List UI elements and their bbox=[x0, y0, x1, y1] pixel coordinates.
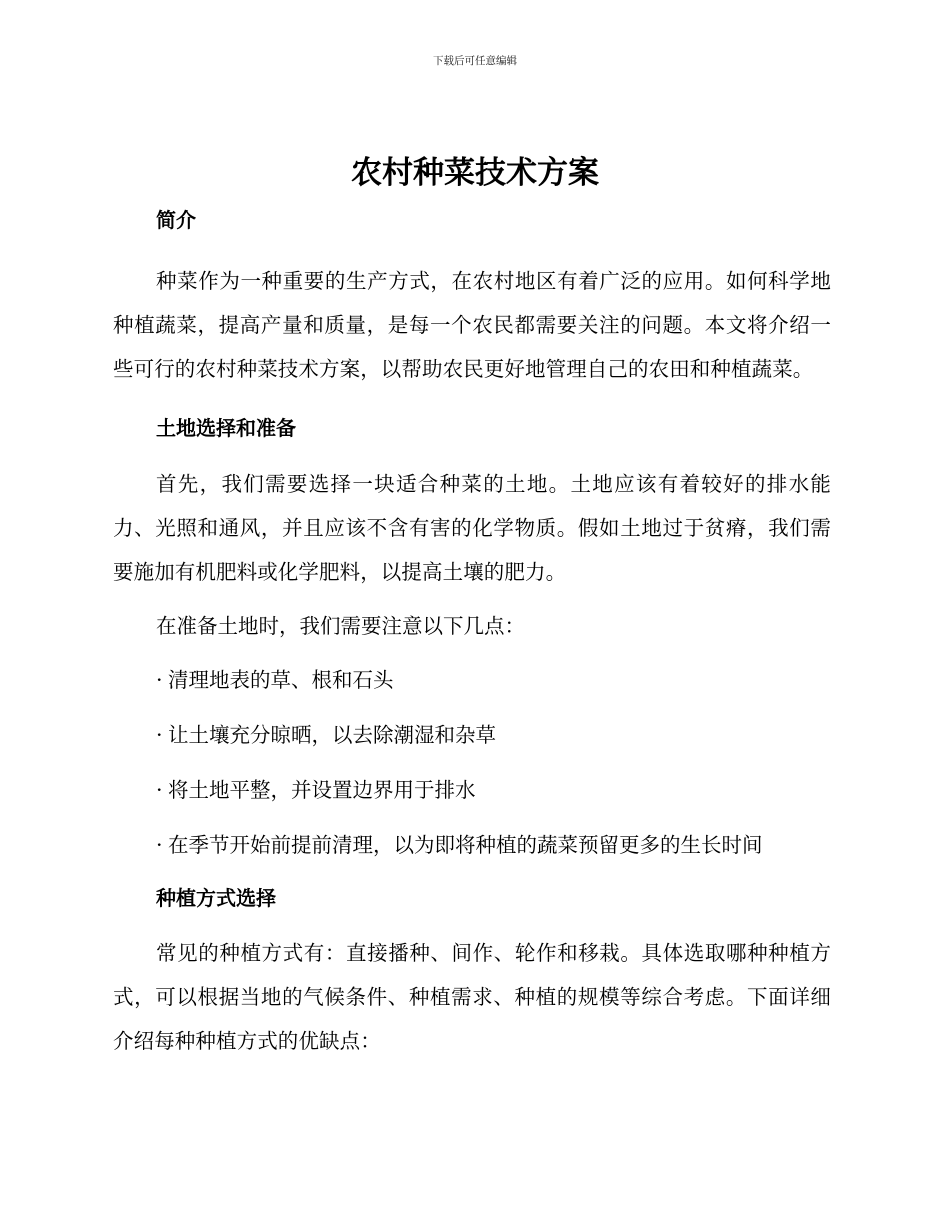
document-title: 农村种菜技术方案 bbox=[351, 155, 599, 191]
land-paragraph: 首先，我们需要选择一块适合种菜的土地。土地应该有着较好的排水能力、光照和通风，并且应该不含有害的化学物质。假如土地过于贫瘠，我们需要施加有机肥料或化学肥料，以提高土壤的肥力。 bbox=[113, 472, 831, 584]
section-heading-intro: 简介 bbox=[156, 208, 196, 232]
list-item-text: 将土地平整，并设置边界用于排水 bbox=[168, 778, 476, 802]
list-item-text: 在季节开始前提前清理，以为即将种植的蔬菜预留更多的生长时间 bbox=[168, 833, 763, 857]
list-item bbox=[113, 823, 831, 867]
land-prep-intro: 在准备土地时，我们需要注意以下几点： bbox=[156, 614, 525, 638]
planting-paragraph: 常见的种植方式有：直接播种、间作、轮作和移栽。具体选取哪种种植方式，可以根据当地的气候条件、种植需求、种植的规模等综合考虑。下面详细介绍每种种植方式的优缺点： bbox=[113, 941, 831, 1053]
section-heading-planting: 种植方式选择 bbox=[156, 886, 276, 910]
bullet-icon: · bbox=[156, 668, 163, 692]
section-heading-land: 土地选择和准备 bbox=[156, 416, 296, 440]
intro-paragraph: 种菜作为一种重要的生产方式，在农村地区有着广泛的应用。如何科学地种植蔬菜，提高产量和质量，是每一个农民都需要关注的问题。本文将介绍一些可行的农村种菜技术方案，以帮助农民更好地管理自己的农田和种植蔬菜。 bbox=[113, 269, 831, 381]
list-item-text: 让土壤充分晾晒，以去除潮湿和杂草 bbox=[168, 723, 496, 747]
bullet-icon: · bbox=[156, 723, 163, 747]
page-header-note: 下载后可任意编辑 bbox=[433, 55, 517, 67]
bullet-icon: · bbox=[156, 833, 163, 857]
list-item bbox=[113, 768, 831, 812]
list-item-text: 清理地表的草、根和石头 bbox=[168, 668, 394, 692]
list-item bbox=[113, 658, 831, 702]
document-body bbox=[113, 200, 831, 1063]
land-prep-bullet-list bbox=[113, 658, 831, 867]
bullet-icon: · bbox=[156, 778, 163, 802]
list-item bbox=[113, 713, 831, 757]
